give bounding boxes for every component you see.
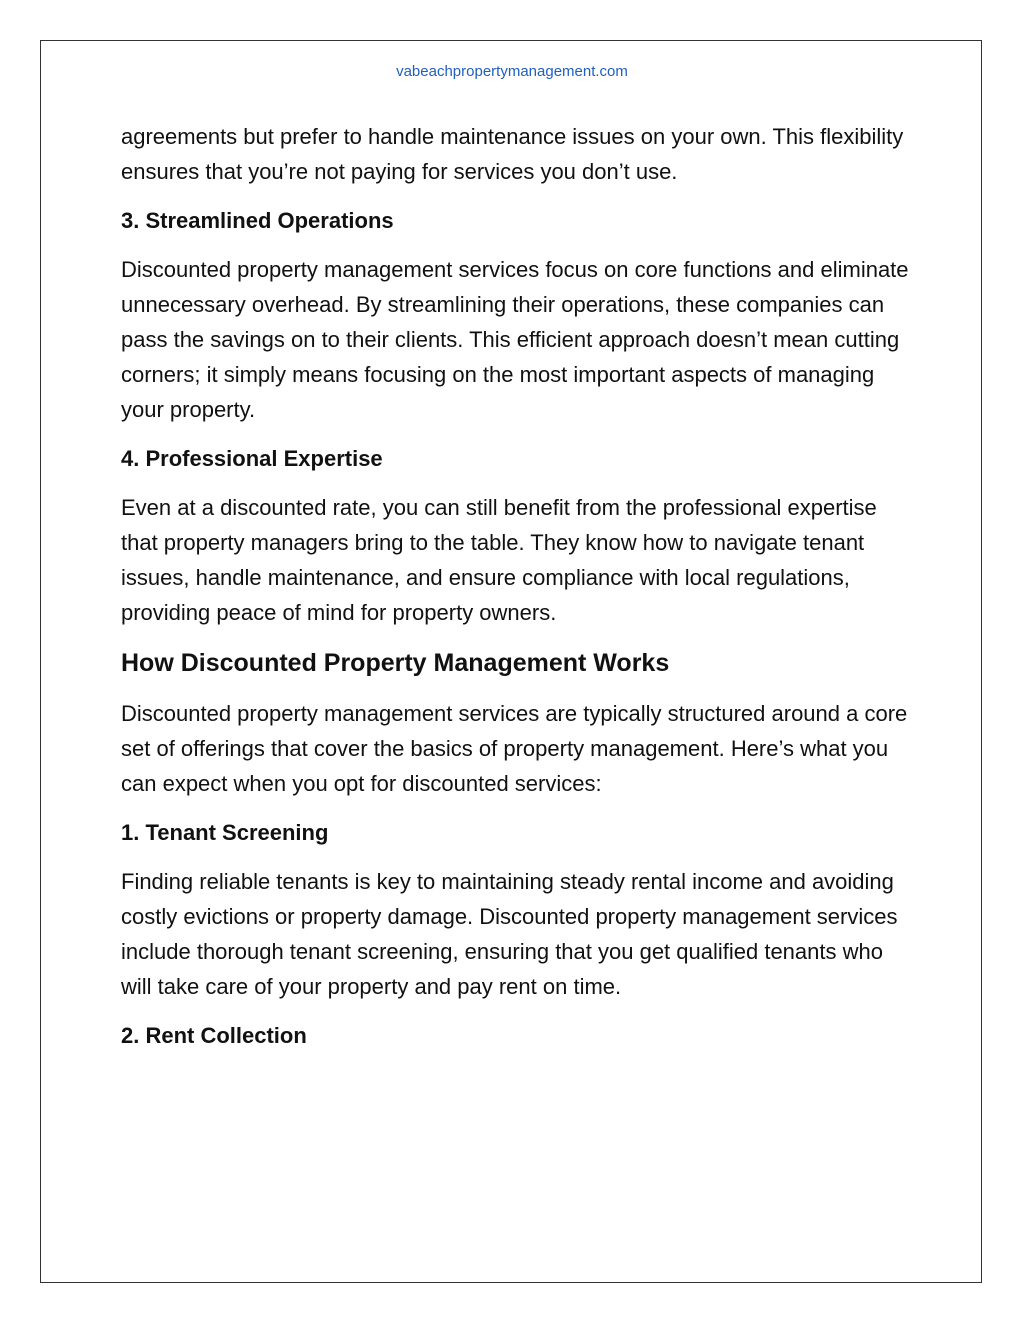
section-text-streamlined-operations: Discounted property management services focus on core functions and eliminate unnecessary overhead. By streamlining their operations, these companies can pass the savings on to their clients. This efficient approach doesn’t mean cutting corners; it simply means focusing on the most important aspects of managing your property. bbox=[121, 257, 909, 422]
intro-paragraph: agreements but prefer to handle maintenance issues on your own. This flexibility ensures that you’re not paying for services you don’t use. bbox=[121, 124, 904, 184]
subsection-heading-rent-collection: 2. Rent Collection bbox=[121, 1023, 307, 1048]
site-url-header[interactable]: vabeachpropertymanagement.com bbox=[396, 63, 628, 80]
section-heading-professional-expertise: 4. Professional Expertise bbox=[121, 446, 383, 471]
subsection-heading-tenant-screening: 1. Tenant Screening bbox=[121, 820, 329, 845]
main-paragraph: Discounted property management services are typically structured around a core set of offerings that cover the basics of property management. Here’s what you can expect when you opt for discounted services: bbox=[121, 701, 908, 796]
subsection-text-tenant-screening: Finding reliable tenants is key to maintaining steady rental income and avoiding costly evictions or property damage. Discounted property management services include thorough tenant screening, ensuring that you get qualified tenants who will take care of your property and pay rent on time. bbox=[121, 869, 898, 999]
section-text-professional-expertise: Even at a discounted rate, you can still benefit from the professional expertise that property managers bring to the table. They know how to navigate tenant issues, handle maintenance, and ensure compliance with local regulations, providing peace of mind for property owners. bbox=[121, 495, 877, 625]
document-body bbox=[121, 119, 911, 1053]
main-heading: How Discounted Property Management Works bbox=[121, 649, 670, 677]
section-heading-streamlined-operations: 3. Streamlined Operations bbox=[121, 208, 394, 233]
